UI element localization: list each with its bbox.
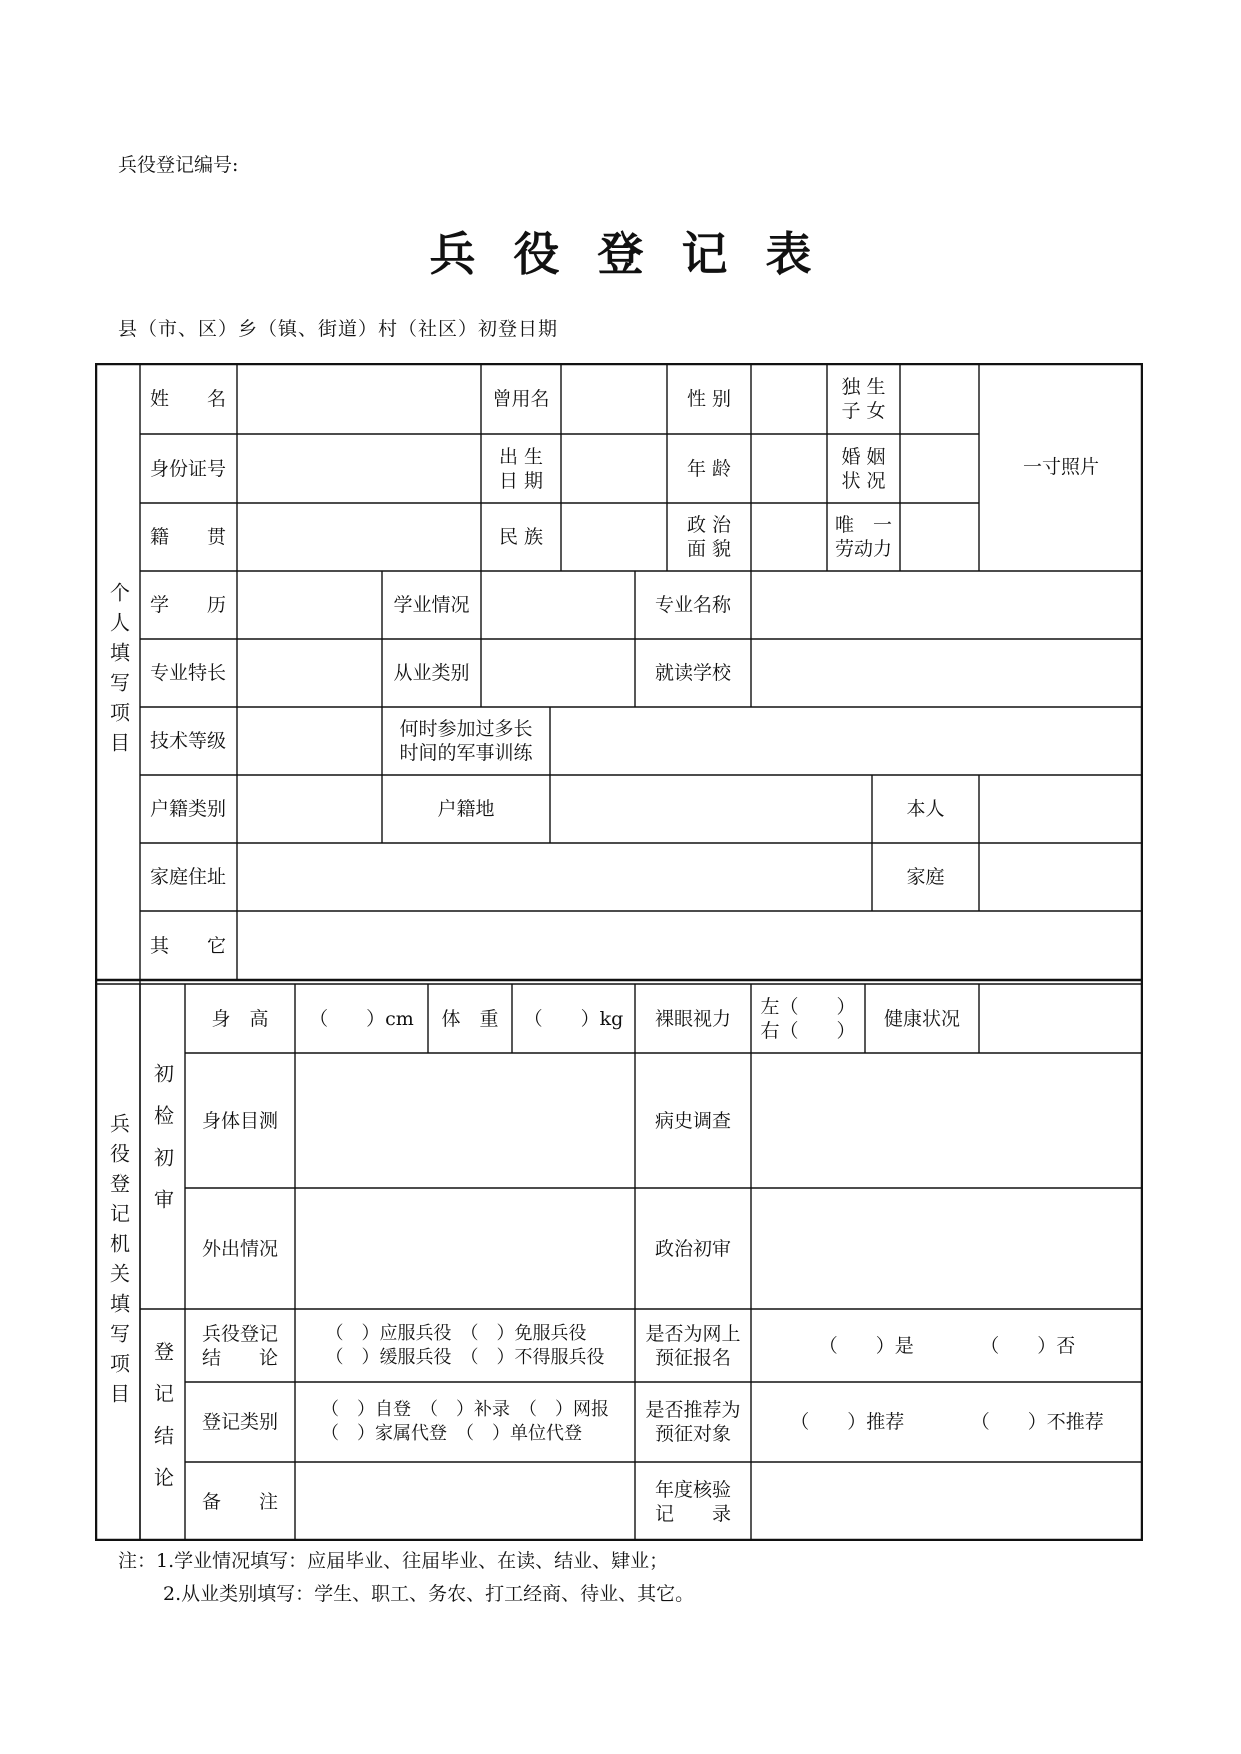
vision-label: 裸眼视力: [654, 1007, 731, 1030]
personal-section-label: 个人填写项目: [106, 581, 131, 762]
medical-history-field[interactable]: [751, 1053, 1143, 1188]
annual-check-field[interactable]: [751, 1462, 1143, 1541]
school-field[interactable]: [751, 639, 1143, 707]
former-name-field[interactable]: [561, 363, 667, 434]
recommend-question-label: 是否推荐为 预征对象: [645, 1399, 741, 1445]
household-type-field[interactable]: [237, 775, 382, 843]
only-labor-label: 唯 一 劳动力: [834, 514, 892, 560]
online-application-options[interactable]: （ ）是 （ ）否: [818, 1334, 1076, 1357]
id-number-field[interactable]: [237, 434, 481, 503]
education-field[interactable]: [237, 571, 382, 639]
id-number-label: 身份证号: [150, 457, 227, 480]
home-phone-field[interactable]: [979, 843, 1143, 911]
age-field[interactable]: [751, 434, 827, 503]
only-labor-field[interactable]: [900, 503, 979, 571]
self-phone-label: 本人: [906, 798, 945, 820]
health-label: 健康状况: [883, 1007, 960, 1030]
name-label: 姓 名: [150, 387, 227, 410]
medical-history-label: 病史调查: [654, 1109, 731, 1132]
form-notes: [118, 1545, 694, 1611]
registration-type-options[interactable]: （ ）自登 （ ）补录 （ ）网报 （ ）家属代登 （ ）单位代登: [321, 1399, 609, 1444]
registration-number-label: 兵役登记编号:: [118, 154, 239, 176]
height-field[interactable]: （ ）cm: [309, 1007, 414, 1030]
gender-field[interactable]: [751, 363, 827, 434]
height-label: 身 高: [211, 1007, 269, 1030]
vision-field[interactable]: 左（ ） 右（ ）: [760, 995, 856, 1042]
household-place-field[interactable]: [550, 775, 872, 843]
political-review-label: 政治初审: [654, 1237, 731, 1260]
gender-label: 性 别: [686, 387, 732, 410]
political-review-field[interactable]: [751, 1188, 1143, 1309]
recommend-options[interactable]: （ ）推荐 （ ）不推荐: [790, 1411, 1104, 1433]
study-status-label: 学业情况: [393, 594, 470, 616]
name-field[interactable]: [237, 363, 481, 434]
ethnicity-field[interactable]: [561, 503, 667, 571]
age-label: 年 龄: [686, 457, 732, 480]
registration-form-table: [95, 363, 1143, 1541]
remarks-field[interactable]: [295, 1462, 635, 1541]
other-field[interactable]: [237, 911, 1143, 980]
weight-label: 体 重: [441, 1007, 499, 1030]
tech-level-field[interactable]: [237, 707, 382, 775]
birth-date-label: 出 生 日 期: [498, 445, 544, 492]
tech-level-label: 技术等级: [150, 730, 227, 752]
conclusion-label: 登记结论: [150, 1341, 175, 1509]
only-child-label: 独 生 子 女: [841, 375, 886, 422]
native-place-label: 籍 贯: [150, 526, 227, 548]
home-phone-label: 家庭: [906, 866, 945, 888]
ethnicity-label: 民 族: [498, 526, 544, 548]
remarks-label: 备 注: [201, 1490, 278, 1513]
registration-conclusion-label: 兵役登记 结 论: [201, 1322, 278, 1369]
marital-status-field[interactable]: [900, 434, 979, 503]
weight-field[interactable]: （ ）kg: [523, 1007, 624, 1030]
education-label: 学 历: [150, 594, 227, 616]
home-address-field[interactable]: [237, 843, 872, 911]
school-label: 就读学校: [654, 662, 731, 684]
form-title: 兵役登记表: [429, 227, 850, 281]
note-line-2: 2.从业类别填写：学生、职工、务农、打工经商、待业、其它。: [163, 1583, 695, 1605]
occupation-field[interactable]: [481, 639, 635, 707]
outside-status-field[interactable]: [295, 1188, 635, 1309]
military-training-label: 何时参加过多长 时间的军事训练: [399, 718, 533, 764]
online-application-label: 是否为网上 预征报名: [645, 1322, 741, 1369]
home-address-label: 家庭住址: [150, 866, 227, 888]
specialty-label: 专业特长: [150, 662, 227, 684]
political-status-field[interactable]: [751, 503, 827, 571]
military-training-field[interactable]: [550, 707, 1143, 775]
registration-type-label: 登记类别: [201, 1411, 278, 1433]
political-status-label: 政 治 面 貌: [686, 514, 732, 560]
other-label: 其 它: [150, 934, 227, 957]
specialty-field[interactable]: [237, 639, 382, 707]
outside-status-label: 外出情况: [201, 1237, 278, 1260]
native-place-field[interactable]: [237, 503, 481, 571]
major-field[interactable]: [751, 571, 1143, 639]
former-name-label: 曾用名: [492, 387, 550, 410]
marital-status-label: 婚 姻 状 况: [841, 445, 886, 492]
annual-check-label: 年度核验 记 录: [654, 1478, 731, 1525]
form-subtitle: 县（市、区）乡（镇、街道）村（社区）初登日期: [118, 318, 559, 340]
initial-check-label: 初检初审: [150, 1062, 175, 1231]
health-field[interactable]: [979, 984, 1143, 1053]
birth-date-field[interactable]: [561, 434, 667, 503]
authority-section-label: 兵役登记机关填写项目: [106, 1112, 131, 1413]
major-label: 专业名称: [654, 594, 731, 616]
household-type-label: 户籍类别: [150, 798, 227, 820]
conclusion-options[interactable]: （ ）应服兵役 （ ）免服兵役 （ ）缓服兵役 （ ）不得服兵役: [325, 1322, 605, 1368]
household-place-label: 户籍地: [437, 798, 495, 820]
body-visual-label: 身体目测: [201, 1109, 278, 1132]
note-line-1: 注：1.学业情况填写：应届毕业、往届毕业、在读、结业、肄业；: [118, 1550, 669, 1572]
body-visual-field[interactable]: [295, 1053, 635, 1188]
study-status-field[interactable]: [481, 571, 635, 639]
only-child-field[interactable]: [900, 363, 979, 434]
occupation-label: 从业类别: [393, 662, 470, 684]
photo-box[interactable]: 一寸照片: [1022, 456, 1099, 478]
self-phone-field[interactable]: [979, 775, 1143, 843]
